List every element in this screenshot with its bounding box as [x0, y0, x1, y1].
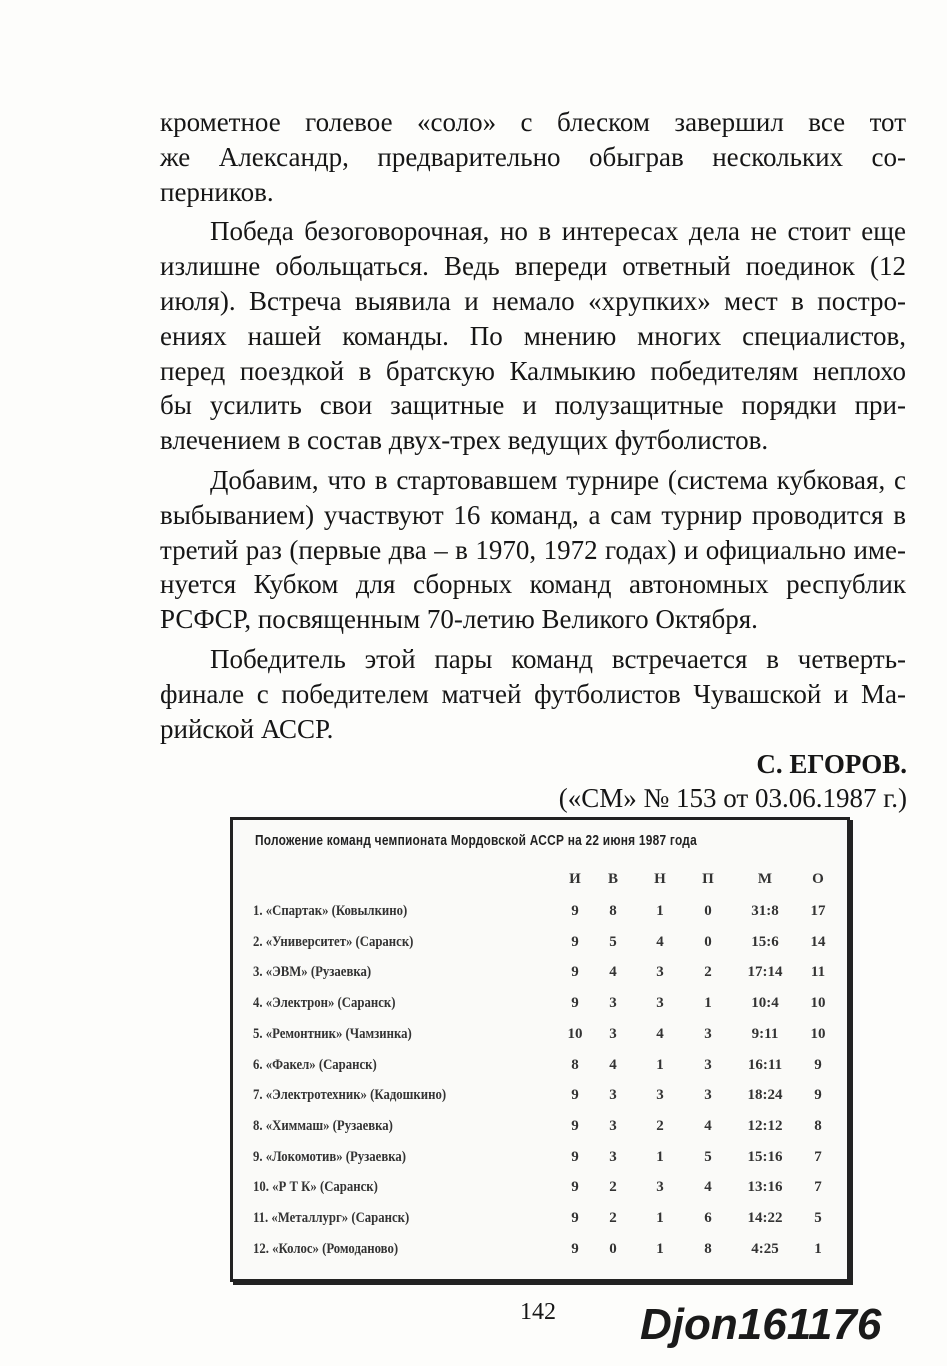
table-cell: 17 — [810, 903, 826, 919]
text-line: июля). Встреча выявила и немало «хрупких» мест в постро- — [160, 285, 906, 316]
table-cell: 3 — [656, 1179, 664, 1196]
table-cell: 13:16 — [747, 1179, 783, 1196]
table-cell: 4 — [704, 1179, 712, 1196]
table-cell: 0 — [704, 933, 712, 950]
team-name: 1. «Спартак» (Ковылкино) — [253, 903, 408, 919]
table-cell: 9 — [571, 1117, 579, 1134]
team-name: 5. «Ремонтник» (Чамзинка) — [253, 1025, 412, 1042]
column-header: В — [607, 871, 618, 887]
table-cell: 2 — [704, 964, 712, 981]
table-cell: 9 — [571, 995, 579, 1012]
table-cell: 1 — [656, 903, 664, 919]
table-cell: 10 — [810, 1025, 826, 1042]
table-cell: 4 — [656, 933, 664, 950]
table-cell: 11 — [810, 964, 826, 981]
text-line: перед поездкой в братскую Калмыкию победителям неплохо — [160, 355, 906, 386]
page-number: 142 — [520, 1299, 556, 1325]
paragraph — [160, 642, 906, 746]
text-line: выбыванием) участвуют 16 команд, а сам турнир проводится в — [160, 499, 906, 530]
table-cell: 4:25 — [751, 1240, 779, 1257]
team-name: 9. «Локомотив» (Рузаевка) — [253, 1148, 406, 1165]
text-line: нуется Кубком для сборных команд автономных республик — [160, 569, 906, 600]
author-signature: С. ЕГОРОВ. — [756, 749, 907, 779]
text-line: же Александр, предварительно обыграв нескольких со- — [160, 141, 906, 172]
table-cell: 1 — [704, 995, 712, 1012]
table-cell: 3 — [609, 1117, 617, 1134]
table-cell: 9:11 — [751, 1025, 779, 1042]
article-body — [160, 105, 906, 751]
table-cell: 4 — [704, 1117, 712, 1134]
table-cell: 3 — [704, 1087, 712, 1104]
team-name: 4. «Электрон» (Саранск) — [253, 995, 396, 1012]
paragraph — [160, 105, 906, 209]
column-header: И — [569, 871, 581, 887]
text-line: бы усилить свои защитные и полузащитные порядки при- — [160, 390, 906, 421]
paragraph — [160, 463, 906, 637]
text-line: Добавим, что в стартовавшем турнире (система кубковая, с — [210, 464, 906, 495]
table-cell: 8 — [609, 903, 617, 919]
table-cell: 10:4 — [751, 995, 779, 1012]
table-cell: 1 — [814, 1240, 822, 1257]
team-name: 11. «Металлург» (Саранск) — [253, 1210, 410, 1226]
table-cell: 7 — [814, 1179, 822, 1196]
table-cell: 9 — [571, 903, 579, 919]
table-cell: 3 — [609, 1087, 617, 1104]
text-line: ениях нашей команды. По мнению многих специалистов, — [160, 320, 906, 351]
team-name: 2. «Университет» (Саранск) — [253, 933, 414, 950]
table-cell: 9 — [814, 1087, 822, 1104]
table-cell: 7 — [814, 1148, 822, 1165]
table-cell: 18:24 — [747, 1087, 783, 1104]
text-line: влечением в состав двух-трех ведущих футболистов. — [160, 425, 769, 456]
table-cell: 10 — [810, 995, 826, 1012]
table-cell: 9 — [814, 1056, 822, 1073]
table-cell: 2 — [656, 1117, 664, 1134]
column-header: П — [702, 871, 714, 887]
table-cell: 2 — [609, 1210, 617, 1226]
table-cell: 1 — [656, 1240, 664, 1257]
text-line: перников. — [160, 176, 274, 207]
table-cell: 14 — [810, 933, 826, 950]
table-cell: 5 — [814, 1210, 822, 1226]
team-name: 3. «ЭВМ» (Рузаевка) — [253, 964, 372, 981]
table-cell: 3 — [609, 995, 617, 1012]
table-cell: 3 — [656, 1087, 664, 1104]
column-header: Н — [654, 871, 666, 887]
table-title: Положение команд чемпионата Мордовской АССР на 22 июня 1987 года — [255, 833, 697, 849]
table-cell: 17:14 — [747, 964, 783, 981]
standings-table — [230, 817, 850, 1282]
text-line: РСФСР, посвященным 70-летию Великого Октября. — [160, 604, 758, 635]
table-cell: 9 — [571, 1148, 579, 1165]
table-cell: 1 — [656, 1210, 664, 1226]
team-name: 10. «Р Т К» (Саранск) — [253, 1179, 378, 1196]
table-cell: 0 — [609, 1240, 617, 1257]
text-line: Победитель этой пары команд встречается в четверть- — [210, 643, 906, 674]
text-line: третий раз (первые два – в 1970, 1972 годах) и официально име- — [160, 534, 906, 565]
table-cell: 14:22 — [747, 1210, 783, 1226]
table-cell: 4 — [609, 1056, 617, 1073]
table-cell: 8 — [814, 1117, 822, 1134]
team-name: 6. «Факел» (Саранск) — [253, 1056, 377, 1073]
column-header: М — [757, 871, 773, 887]
team-name: 7. «Электротехник» (Кадошкино) — [253, 1087, 447, 1104]
text-line: Победа безоговорочная, но в интересах дела не стоит еще — [210, 216, 906, 247]
table-cell: 3 — [704, 1056, 712, 1073]
watermark: Djon161176 — [640, 1300, 882, 1349]
table-cell: 2 — [609, 1179, 617, 1196]
table-cell: 3 — [704, 1025, 712, 1042]
table-cell: 4 — [656, 1025, 664, 1042]
text-line: излишне обольщаться. Ведь впереди ответный поединок (12 — [160, 251, 906, 282]
column-header: О — [812, 871, 824, 887]
source-citation: («СМ» № 153 от 03.06.1987 г.) — [558, 783, 907, 813]
text-line: рийской АССР. — [160, 713, 334, 744]
table-cell: 9 — [571, 1240, 579, 1257]
text-line: финале с победителем матчей футболистов Чувашской и Ма- — [160, 678, 906, 709]
table-cell: 3 — [656, 964, 664, 981]
table-cell: 9 — [571, 1179, 579, 1196]
table-cell: 5 — [704, 1148, 712, 1165]
table-cell: 15:16 — [747, 1148, 783, 1165]
table-cell: 12:12 — [747, 1117, 783, 1134]
table-cell: 6 — [704, 1210, 712, 1226]
table-cell: 1 — [656, 1056, 664, 1073]
team-name: 8. «Химмаш» (Рузаевка) — [253, 1117, 393, 1134]
table-cell: 1 — [656, 1148, 664, 1165]
table-cell: 3 — [656, 995, 664, 1012]
table-cell: 10 — [567, 1025, 583, 1042]
table-cell: 9 — [571, 964, 579, 981]
table-cell: 8 — [571, 1056, 579, 1073]
table-cell: 9 — [571, 933, 579, 950]
table-cell: 16:11 — [747, 1056, 783, 1073]
table-cell: 9 — [571, 1210, 579, 1226]
team-name: 12. «Колос» (Ромоданово) — [253, 1240, 399, 1257]
table-cell: 4 — [609, 964, 617, 981]
table-cell: 0 — [704, 903, 712, 919]
table-cell: 3 — [609, 1025, 617, 1042]
table-cell: 15:6 — [751, 933, 779, 950]
table-cell: 3 — [609, 1148, 617, 1165]
table-cell: 8 — [704, 1240, 712, 1257]
text-line: крометное голевое «соло» с блеском завершил все тот — [160, 107, 906, 137]
table-cell: 31:8 — [751, 903, 779, 919]
paragraph — [160, 214, 906, 458]
table-cell: 5 — [609, 933, 617, 950]
table-cell: 9 — [571, 1087, 579, 1104]
